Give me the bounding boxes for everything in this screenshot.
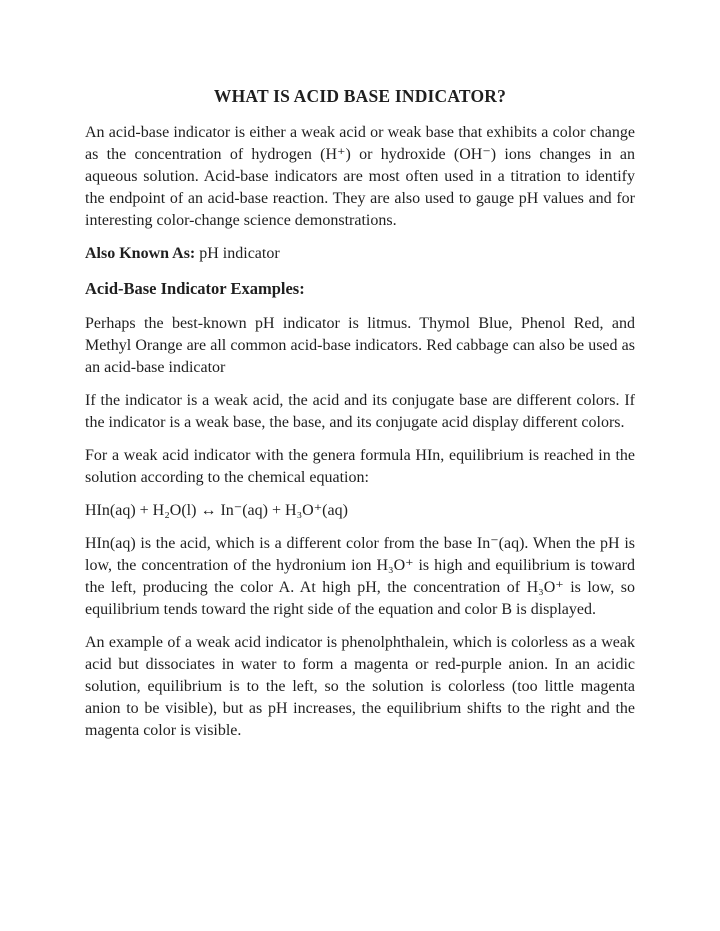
also-known-as-value: pH indicator [199, 245, 280, 262]
examples-heading: Acid-Base Indicator Examples: [85, 279, 305, 298]
weak-acid-paragraph: If the indicator is a weak acid, the acid and its conjugate base are different colors. If the indicator is a weak base, the base, and its conjugate acid display different colors. [85, 392, 635, 431]
page-title: WHAT IS ACID BASE INDICATOR? [213, 86, 507, 106]
intro-paragraph: An acid-base indicator is either a weak acid or weak base that exhibits a color change as the concentration of hydrogen (H⁺) or hydroxide (OH⁻) ions changes in an aqueous solution. Acid-base indicators are most often used in a titration to identify the endpoint of an acid-base reaction. They are also used to gauge pH values and for interesting color-change science demonstrations. [85, 124, 635, 229]
also-known-as-label: Also Known As: [85, 245, 196, 262]
also-known-as-line [85, 243, 635, 265]
examples-paragraph: Perhaps the best-known pH indicator is litmus. Thymol Blue, Phenol Red, and Methyl Orange are all common acid-base indicators. Red cabbage can also be used as an acid-base indicator [85, 315, 635, 376]
chemical-equation: HIn(aq) + H₂O(l) ↔ In⁻(aq) + H₃O⁺(aq) [85, 502, 348, 519]
phenolphthalein-paragraph: An example of a weak acid indicator is phenolphthalein, which is colorless as a weak acid but dissociates in water to form a magenta or red-purple anion. In an acidic solution, equilibrium is to the left, so the solution is colorless (too little magenta anion to be visible), but as pH increases, the equilibrium shifts to the right and the magenta color is visible. [85, 634, 635, 739]
general-formula-paragraph: For a weak acid indicator with the genera formula HIn, equilibrium is reached in the solution according to the chemical equation: [85, 447, 635, 486]
explanation-paragraph: HIn(aq) is the acid, which is a different color from the base In⁻(aq). When the pH is low, the concentration of the hydronium ion H₃O⁺ is high and equilibrium is toward the left, producing the color A. At high pH, the concentration of H₃O⁺ is low, so equilibrium tends toward the right side of the equation and color B is displayed. [85, 535, 635, 618]
